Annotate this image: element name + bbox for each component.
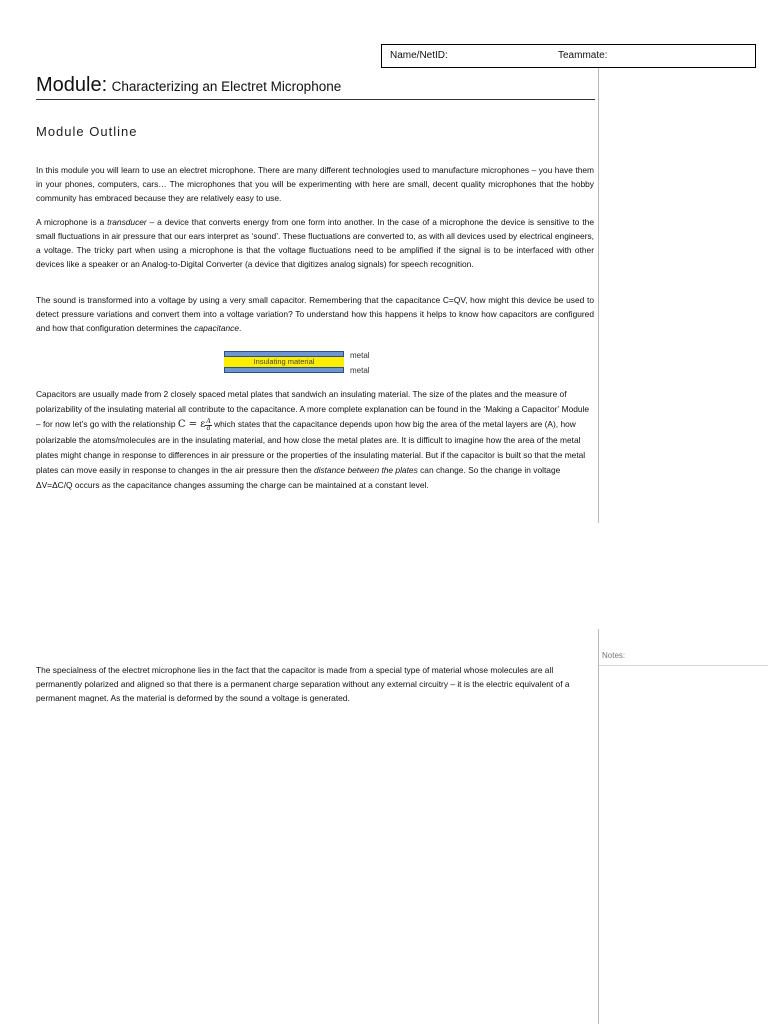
title-prefix: Module:	[36, 74, 108, 96]
title-text: Characterizing an Electret Microphone	[111, 79, 342, 94]
title-underline	[36, 99, 595, 100]
page-title	[36, 74, 596, 98]
top-plate-label: metal	[350, 351, 370, 360]
capacitance-formula: C = ε	[177, 419, 206, 431]
teammate-label: Teammate:	[558, 50, 608, 61]
emphasis-transducer: transducer	[107, 217, 147, 227]
margin-rule-top	[598, 68, 599, 523]
paragraph-electret: The specialness of the electret microphone lies in the fact that the capacitor is made from a special type of material whose molecules are all permanently polarized and aligned so that there is a permanent charge separation without any external circuitry – it is the electric equivalent of a permanent magnet. As the material is deformed by the sound a voltage is generated.	[36, 665, 570, 703]
insulating-layer: Insulating material	[224, 357, 344, 367]
paragraph-transducer: A microphone is a transducer – a device that converts energy from one form into another. In the case of a microphone the device is sensitive to the small fluctuations in air pressure that our ears interpret as ‘sound’. These fluctuations are converted to, as with all devices used by electrical engineers, a voltage. The tricky part when using a microphone is that the voltage fluctuations need to be amplified if the signal is to be interfaced with other devices like a speaker or an Analog-to-Digital Converter (a device that digitizes analog signals) for speech recognition.	[36, 217, 595, 269]
section-heading: Module Outline	[36, 124, 138, 139]
margin-rule-bottom	[598, 629, 599, 1024]
capacitor-diagram	[224, 351, 384, 381]
paragraph-capacitor: The sound is transformed into a voltage by using a very small capacitor. Remembering that the capacitance C=QV, how might this device be used to detect pressure variations and convert them into a voltage variation? To understand how this happens it helps to know how capacitors are configured and how that configuration determines the capacitance.	[36, 295, 594, 333]
name-netid-label: Name/NetID:	[390, 50, 448, 61]
metal-plate-bottom	[224, 367, 344, 373]
paragraph-intro: In this module you will learn to use an electret microphone. There are many different technologies used to manufacture microphones – you have them in your phones, computers, cars… The microphones that you will be experimenting with here are small, decent quality microphones that the hobby community has embraced because they are relatively easy to use.	[36, 165, 594, 203]
area-over-distance-fraction: $\frac{A}{d}$	[206, 417, 211, 432]
name-teammate-box	[381, 44, 756, 68]
bottom-plate-label: metal	[350, 366, 370, 375]
emphasis-plate-distance: distance between the plates	[313, 465, 418, 476]
notes-label: Notes:	[602, 651, 626, 660]
emphasis-capacitance: capacitance	[194, 323, 239, 333]
paragraph-capacitance-relationship: Capacitors are usually made from 2 closely spaced metal plates that sandwich an insulating material. The size of the plates and the measure of polarizability of the insulating material all contribute to the capacitance. A more complete explanation can be found in the ‘Making a Capacitor’ Module – for now let’s go with the relationship C = ε $\frac{A}{d}$ which states that the capacitance depends upon how big the area of the metal layers are (A), how polarizable the atoms/molecules are in the insulating material, and how close the metal plates are. It is difficult to imagine how the area of the metal plates might change in response to differences in air pressure or the properties of the insulating material. But if the capacitor is built so that the metal plates can move easily in response to changes in the air pressure then the distance between the plates can change. So the change in voltage ΔV=ΔC/Q occurs as the capacitance changes assuming the charge can be maintained at a constant level.	[36, 389, 590, 491]
notes-rule	[599, 665, 768, 666]
